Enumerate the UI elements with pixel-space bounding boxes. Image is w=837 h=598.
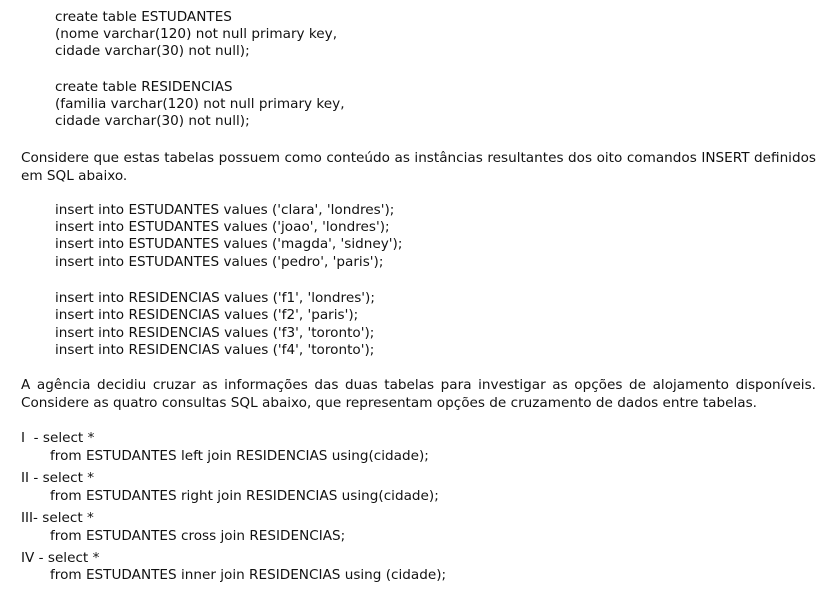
create-table-estudantes-line-3: cidade varchar(30) not null); (55, 43, 250, 59)
insert-residencias-2: insert into RESIDENCIAS values ('f2', 'paris'); (55, 307, 359, 323)
query-4-select: IV - select * (21, 550, 100, 566)
intro-paragraph: Considere que estas tabelas possuem como conteúdo as instâncias resultantes dos oito comandos INSERT definidos em SQL abaixo. (21, 150, 816, 184)
query-3-from: from ESTUDANTES cross join RESIDENCIAS; (50, 528, 346, 544)
insert-estudantes-4: insert into ESTUDANTES values ('pedro', 'paris'); (55, 254, 384, 270)
query-2-from: from ESTUDANTES right join RESIDENCIAS using(cidade); (50, 488, 439, 504)
query-2-select: II - select * (21, 470, 95, 486)
create-table-residencias-line-1: create table RESIDENCIAS (55, 79, 233, 95)
insert-residencias-1: insert into RESIDENCIAS values ('f1', 'londres'); (55, 290, 375, 306)
insert-residencias-4: insert into RESIDENCIAS values ('f4', 'toronto'); (55, 342, 375, 358)
insert-residencias-3: insert into RESIDENCIAS values ('f3', 'toronto'); (55, 325, 375, 341)
create-table-estudantes-line-1: create table ESTUDANTES (55, 9, 232, 25)
query-1-select: I - select * (21, 430, 95, 446)
query-1-from: from ESTUDANTES left join RESIDENCIAS using(cidade); (50, 448, 429, 464)
create-table-residencias-line-3: cidade varchar(30) not null); (55, 113, 250, 129)
insert-estudantes-2: insert into ESTUDANTES values ('joao', 'londres'); (55, 219, 390, 235)
insert-estudantes-3: insert into ESTUDANTES values ('magda', 'sidney'); (55, 236, 403, 252)
create-table-residencias-line-2: (familia varchar(120) not null primary key, (55, 96, 345, 112)
query-4-from: from ESTUDANTES inner join RESIDENCIAS using (cidade); (50, 567, 447, 583)
agency-paragraph: A agência decidiu cruzar as informações das duas tabelas para investigar as opções de alojamento disponíveis. Considere as quatro consultas SQL abaixo, que representam opções de cruzamento de dados entre tabelas. (21, 377, 816, 411)
insert-estudantes-1: insert into ESTUDANTES values ('clara', 'londres'); (55, 202, 395, 218)
create-table-estudantes-line-2: (nome varchar(120) not null primary key, (55, 26, 338, 42)
query-3-select: III- select * (21, 510, 94, 526)
